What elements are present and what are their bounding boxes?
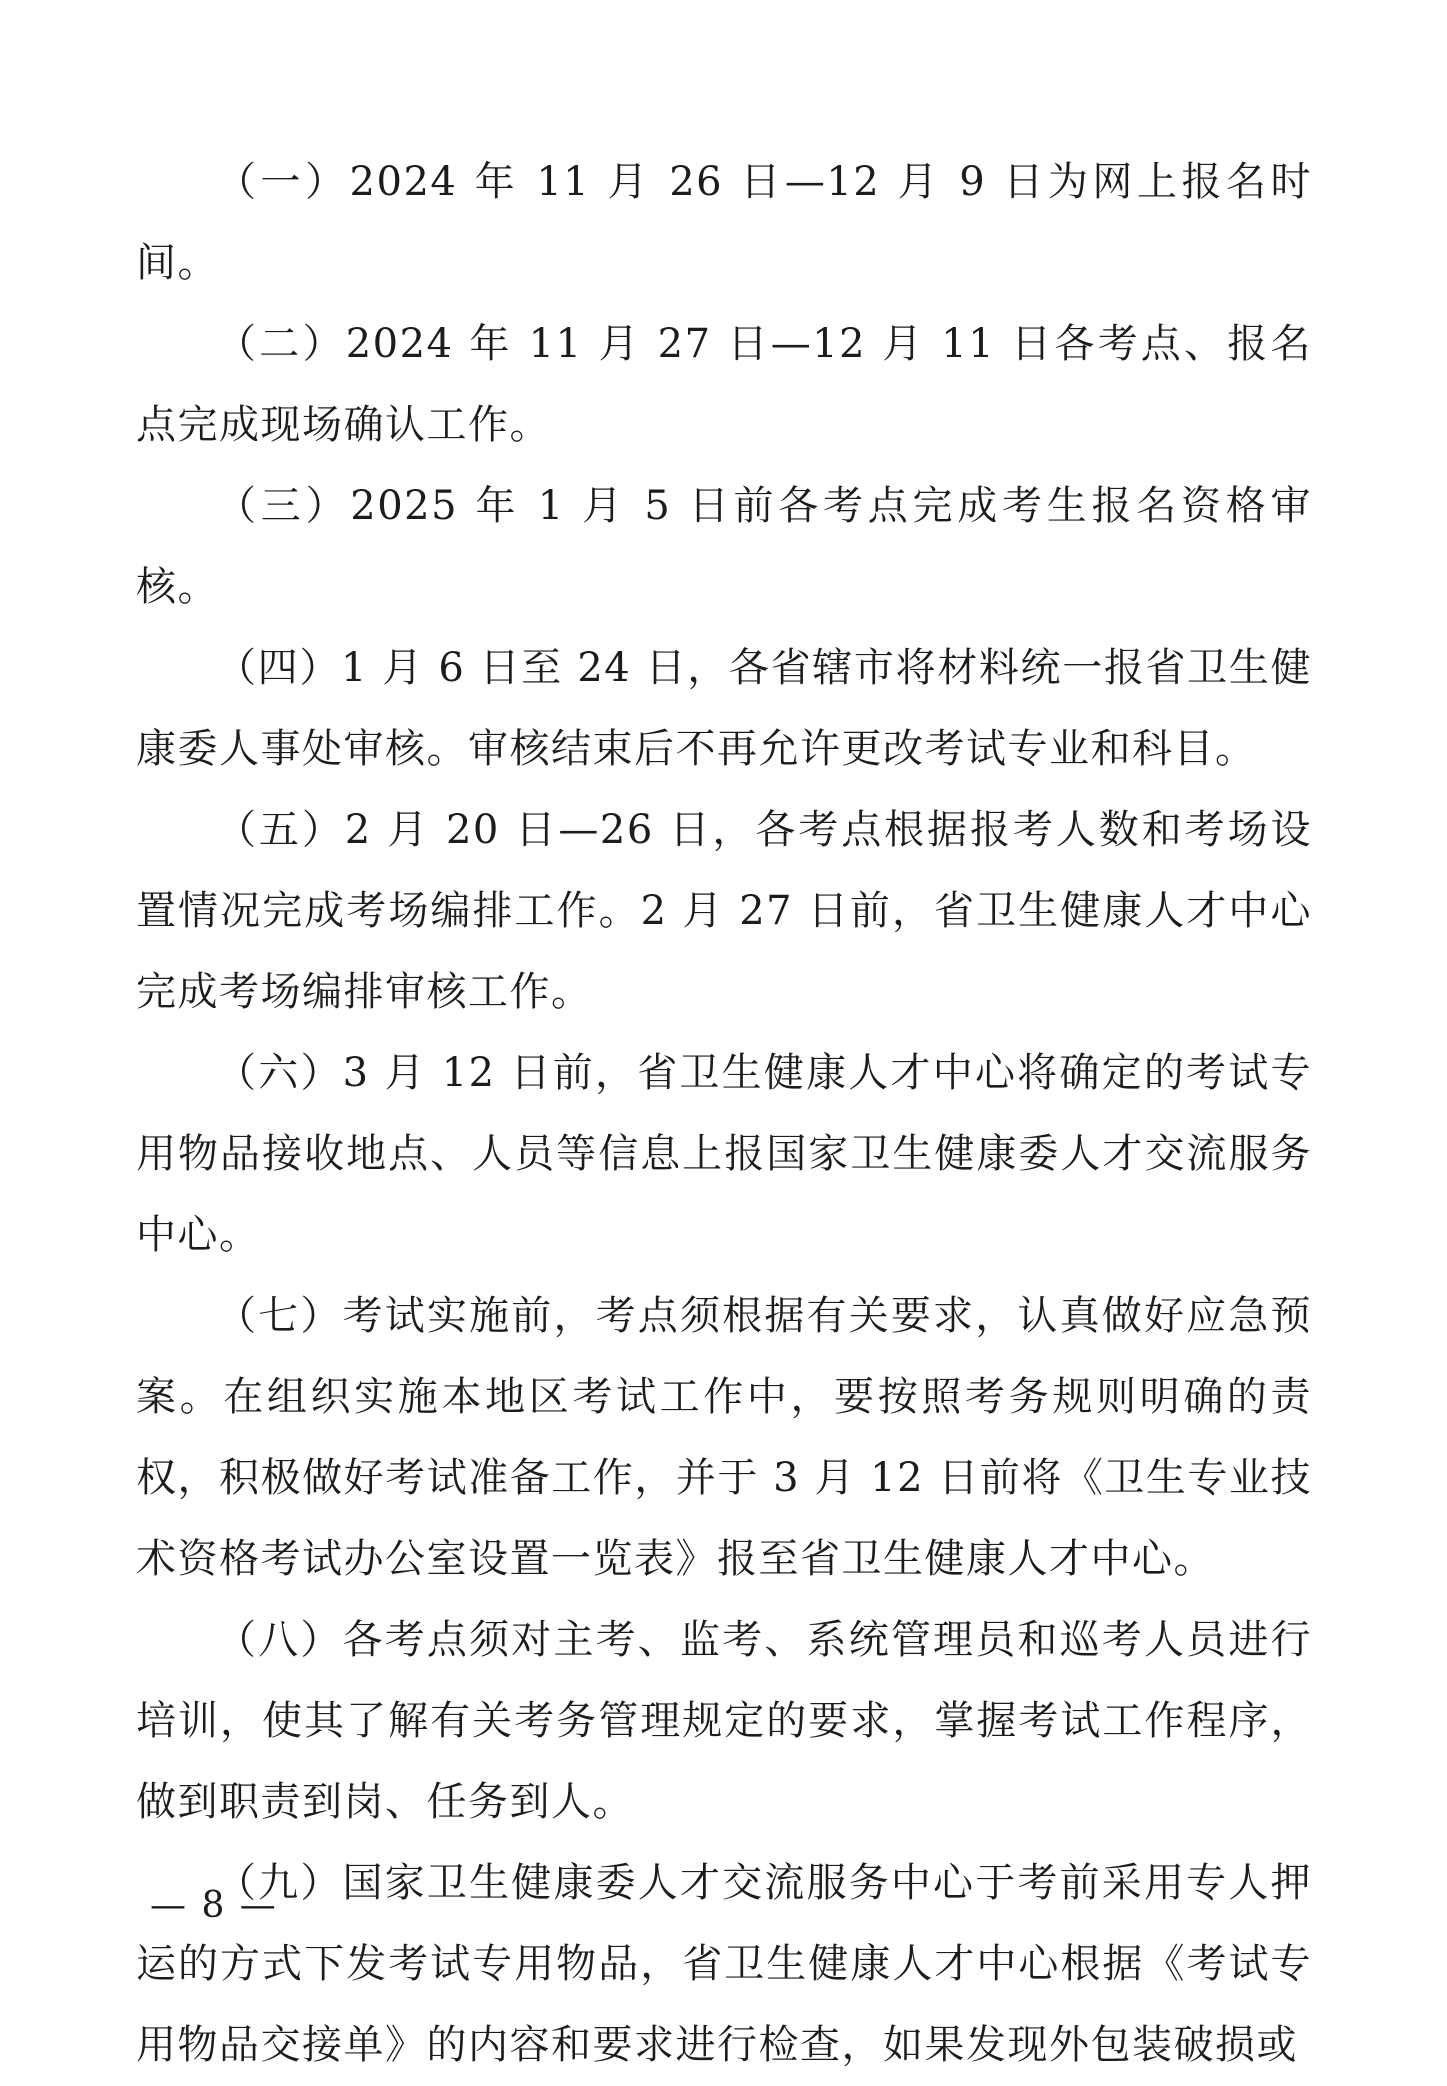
- paragraph-4: （四）1 月 6 日至 24 日，各省辖市将材料统一报省卫生健康委人事处审核。审核结束后不再允许更改考试专业和科目。: [136, 645, 1312, 772]
- paragraph-3: （三）2025 年 1 月 5 日前各考点完成考生报名资格审核。: [136, 483, 1312, 610]
- paragraph-2: （二）2024 年 11 月 27 日—12 月 11 日各考点、报名点完成现场确认工作。: [136, 321, 1312, 448]
- paragraph-1: （一）2024 年 11 月 26 日—12 月 9 日为网上报名时间。: [136, 159, 1312, 286]
- body-text: [136, 142, 1312, 2086]
- page-number: — 8 —: [150, 1885, 278, 1926]
- paragraph-6: （六）3 月 12 日前，省卫生健康人才中心将确定的考试专用物品接收地点、人员等信息上报国家卫生健康委人才交流服务中心。: [136, 1050, 1312, 1258]
- paragraph-5: （五）2 月 20 日—26 日，各考点根据报考人数和考场设置情况完成考场编排工作。2 月 27 日前，省卫生健康人才中心完成考场编排审核工作。: [136, 807, 1312, 1015]
- paragraph-9: （九）国家卫生健康委人才交流服务中心于考前采用专人押运的方式下发考试专用物品，省卫生健康人才中心根据《考试专用物品交接单》的内容和要求进行检查，如果发现外包装破损或: [136, 1860, 1312, 2068]
- paragraph-7: （七）考试实施前，考点须根据有关要求，认真做好应急预案。在组织实施本地区考试工作中，要按照考务规则明确的责权，积极做好考试准备工作，并于 3 月 12 日前将《卫生专业技术资格考试办公室设置一览表》报至省卫生健康人才中心。: [136, 1293, 1312, 1582]
- paragraph-8: （八）各考点须对主考、监考、系统管理员和巡考人员进行培训，使其了解有关考务管理规定的要求，掌握考试工作程序，做到职责到岗、任务到人。: [136, 1617, 1312, 1825]
